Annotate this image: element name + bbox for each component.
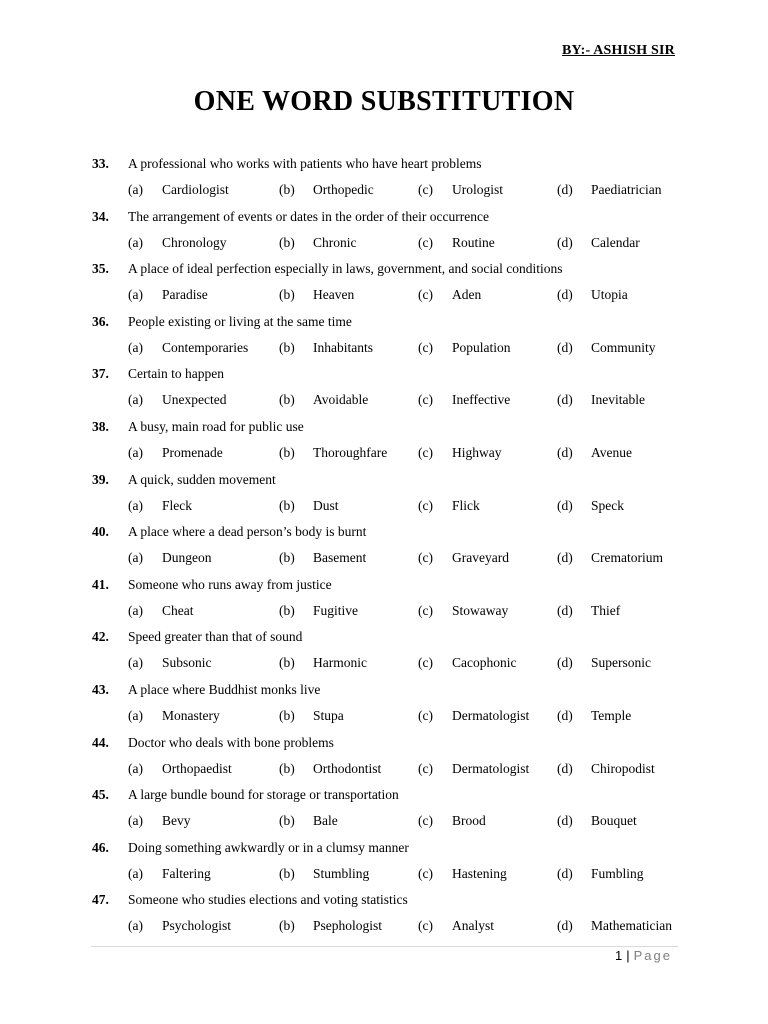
question-number: 40.	[92, 524, 109, 540]
option-label: (d)	[557, 602, 573, 618]
option-label: (a)	[128, 339, 143, 355]
option-label: (c)	[418, 707, 433, 723]
question-number: 44.	[92, 734, 109, 750]
question-item	[0, 680, 768, 733]
question-text: The arrangement of events or dates in the order of their occurrence	[128, 208, 489, 224]
option-text: Bouquet	[591, 813, 637, 829]
option-label: (c)	[418, 602, 433, 618]
question-text: Certain to happen	[128, 366, 224, 382]
question-item	[0, 470, 768, 523]
option-label: (a)	[128, 497, 143, 513]
option-text: Fugitive	[313, 602, 359, 618]
option-text: Orthopedic	[313, 182, 374, 197]
option-label: (b)	[279, 392, 295, 408]
option-label: (d)	[557, 813, 573, 829]
option-label: (b)	[279, 287, 295, 303]
question-number: 34.	[92, 208, 109, 224]
option-label: (a)	[128, 918, 143, 934]
author-credit: BY:- ASHISH SIR	[562, 43, 675, 58]
option-label: (c)	[418, 813, 433, 829]
option-text: Unexpected	[162, 392, 227, 408]
option-label: (b)	[279, 655, 295, 671]
option-text: Paradise	[162, 287, 208, 303]
option-label: (d)	[557, 918, 573, 934]
option-text: Heaven	[313, 287, 355, 303]
question-text: A professional who works with patients who have heart problems	[128, 156, 482, 171]
option-label: (c)	[418, 444, 433, 460]
option-label: (c)	[418, 655, 433, 671]
option-label: (d)	[557, 234, 573, 250]
question-number: 38.	[92, 418, 109, 434]
option-label: (c)	[418, 339, 433, 355]
option-text: Faltering	[162, 865, 211, 881]
option-text: Analyst	[452, 918, 494, 934]
option-text: Ineffective	[452, 392, 511, 408]
option-label: (d)	[557, 182, 573, 197]
question-item	[0, 785, 768, 838]
question-item	[0, 207, 768, 260]
option-label: (c)	[418, 497, 433, 513]
option-label: (d)	[557, 287, 573, 303]
question-text: A busy, main road for public use	[128, 418, 304, 434]
option-text: Dungeon	[162, 550, 212, 566]
option-text: Harmonic	[313, 655, 367, 671]
option-label: (a)	[128, 602, 143, 618]
question-item	[0, 890, 768, 943]
option-text: Inevitable	[591, 392, 645, 408]
option-text: Bale	[313, 813, 338, 829]
option-text: Supersonic	[591, 655, 651, 671]
option-label: (b)	[279, 339, 295, 355]
option-label: (b)	[279, 760, 295, 776]
page-number: 1	[615, 948, 623, 963]
option-label: (d)	[557, 444, 573, 460]
option-text: Contemporaries	[162, 339, 249, 355]
option-label: (c)	[418, 287, 433, 303]
question-text: A place where Buddhist monks live	[128, 681, 321, 697]
option-text: Paediatrician	[591, 182, 662, 197]
option-text: Orthodontist	[313, 760, 382, 776]
option-label: (d)	[557, 707, 573, 723]
option-text: Monastery	[162, 707, 220, 723]
question-item	[0, 259, 768, 312]
option-label: (a)	[128, 707, 143, 723]
question-number: 37.	[92, 366, 109, 382]
option-text: Temple	[591, 707, 632, 723]
option-text: Basement	[313, 550, 367, 566]
question-item	[0, 838, 768, 891]
option-label: (b)	[279, 602, 295, 618]
option-text: Population	[452, 339, 511, 355]
question-item	[0, 417, 768, 470]
option-label: (d)	[557, 760, 573, 776]
option-label: (c)	[418, 865, 433, 881]
question-number: 41.	[92, 576, 109, 592]
option-text: Avoidable	[313, 392, 369, 408]
option-label: (d)	[557, 865, 573, 881]
option-text: Crematorium	[591, 550, 663, 566]
question-number: 33.	[92, 156, 109, 171]
option-label: (b)	[279, 918, 295, 934]
question-text: Doing something awkwardly or in a clumsy manner	[128, 839, 409, 855]
option-label: (b)	[279, 497, 295, 513]
option-label: (c)	[418, 392, 433, 408]
option-text: Mathematician	[591, 918, 672, 934]
option-label: (a)	[128, 287, 143, 303]
option-text: Psephologist	[313, 918, 383, 934]
page-footer	[615, 948, 672, 963]
option-label: (c)	[418, 234, 433, 250]
option-text: Thief	[591, 602, 621, 618]
option-label: (b)	[279, 444, 295, 460]
question-number: 42.	[92, 629, 109, 645]
option-text: Stumbling	[313, 865, 370, 881]
question-text: Speed greater than that of sound	[128, 629, 303, 645]
option-text: Chronic	[313, 234, 357, 250]
option-text: Stowaway	[452, 602, 509, 618]
option-label: (b)	[279, 865, 295, 881]
question-number: 36.	[92, 313, 109, 329]
question-number: 45.	[92, 787, 109, 803]
question-text: A large bundle bound for storage or transportation	[128, 787, 399, 803]
question-item	[0, 522, 768, 575]
question-text: A quick, sudden movement	[128, 471, 276, 487]
option-label: (b)	[279, 234, 295, 250]
option-text: Avenue	[591, 444, 632, 460]
option-label: (b)	[279, 550, 295, 566]
option-text: Inhabitants	[313, 339, 373, 355]
option-label: (a)	[128, 444, 143, 460]
option-text: Chiropodist	[591, 760, 655, 776]
option-label: (b)	[279, 707, 295, 723]
page-title: ONE WORD SUBSTITUTION	[193, 86, 575, 117]
option-text: Dermatologist	[452, 760, 530, 776]
question-item	[0, 733, 768, 786]
option-label: (a)	[128, 813, 143, 829]
option-text: Graveyard	[452, 550, 509, 566]
option-text: Urologist	[452, 182, 504, 197]
option-label: (d)	[557, 655, 573, 671]
option-text: Fleck	[162, 497, 192, 513]
option-text: Thoroughfare	[313, 444, 388, 460]
question-item	[0, 154, 768, 207]
option-label: (d)	[557, 497, 573, 513]
question-number: 47.	[92, 892, 109, 908]
option-label: (c)	[418, 918, 433, 934]
option-label: (d)	[557, 339, 573, 355]
question-text: Doctor who deals with bone problems	[128, 734, 334, 750]
page-label: Page	[633, 948, 672, 963]
question-item	[0, 312, 768, 365]
question-number: 43.	[92, 681, 109, 697]
option-text: Subsonic	[162, 655, 212, 671]
footer-separator: |	[626, 948, 630, 963]
question-text: Someone who studies elections and voting statistics	[128, 892, 408, 908]
question-text: Someone who runs away from justice	[128, 576, 332, 592]
option-label: (c)	[418, 182, 433, 197]
option-label: (a)	[128, 865, 143, 881]
option-label: (a)	[128, 392, 143, 408]
option-text: Bevy	[162, 813, 191, 829]
option-label: (d)	[557, 392, 573, 408]
option-text: Cacophonic	[452, 655, 517, 671]
option-text: Cardiologist	[162, 182, 229, 197]
option-text: Dermatologist	[452, 707, 530, 723]
question-number: 46.	[92, 839, 109, 855]
question-text: People existing or living at the same time	[128, 313, 352, 329]
option-text: Psychologist	[162, 918, 232, 934]
option-text: Cheat	[162, 602, 194, 618]
question-number: 35.	[92, 261, 109, 277]
option-text: Chronology	[162, 234, 227, 250]
question-number: 39.	[92, 471, 109, 487]
option-text: Utopia	[591, 287, 628, 303]
question-text: A place of ideal perfection especially in laws, government, and social conditions	[128, 261, 563, 277]
option-label: (a)	[128, 182, 143, 197]
option-label: (b)	[279, 813, 295, 829]
option-label: (c)	[418, 550, 433, 566]
option-text: Fumbling	[591, 865, 644, 881]
question-item	[0, 575, 768, 628]
option-text: Speck	[591, 497, 624, 513]
option-text: Calendar	[591, 234, 640, 250]
option-text: Orthopaedist	[162, 760, 232, 776]
option-label: (a)	[128, 550, 143, 566]
option-text: Flick	[452, 497, 480, 513]
option-text: Stupa	[313, 707, 344, 723]
option-text: Routine	[452, 234, 495, 250]
option-text: Community	[591, 339, 656, 355]
question-item	[0, 627, 768, 680]
question-text: A place where a dead person’s body is burnt	[128, 524, 367, 540]
option-label: (a)	[128, 655, 143, 671]
option-text: Aden	[452, 287, 482, 303]
option-label: (a)	[128, 234, 143, 250]
option-text: Promenade	[162, 444, 223, 460]
option-label: (c)	[418, 760, 433, 776]
footer-divider	[91, 946, 678, 947]
option-label: (b)	[279, 182, 295, 197]
option-label: (d)	[557, 550, 573, 566]
option-label: (a)	[128, 760, 143, 776]
option-text: Hastening	[452, 865, 507, 881]
option-text: Highway	[452, 444, 502, 460]
option-text: Brood	[452, 813, 486, 829]
question-list	[0, 154, 768, 943]
option-text: Dust	[313, 497, 339, 513]
question-item	[0, 364, 768, 417]
